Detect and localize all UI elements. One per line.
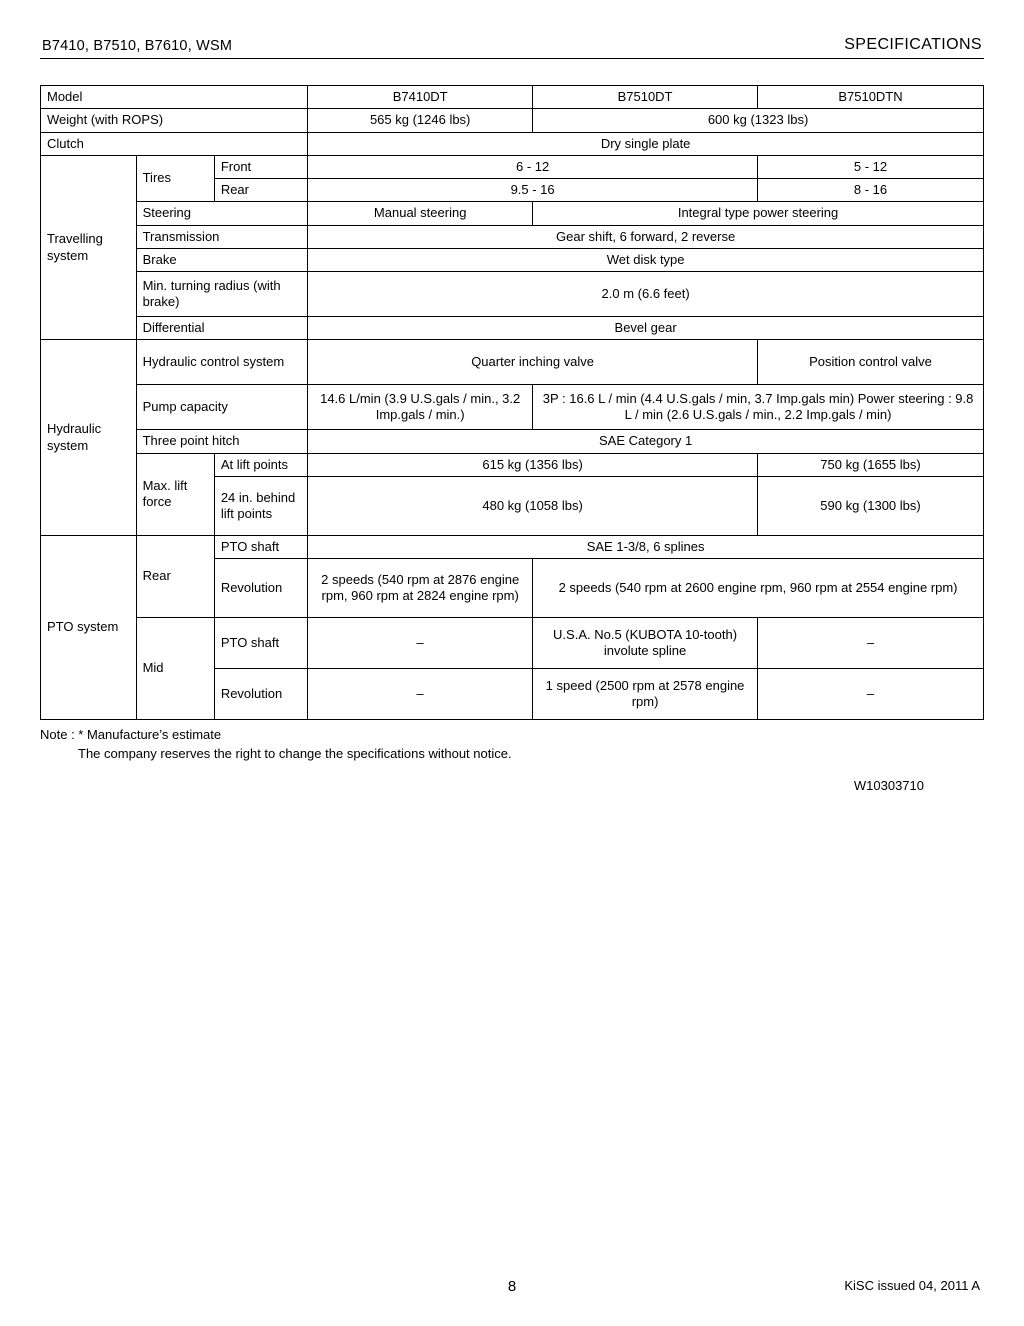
mid-revolution-b7410dt: – — [308, 669, 533, 720]
mid-label: Mid — [136, 618, 214, 720]
behind-lift-points-left: 480 kg (1058 lbs) — [308, 476, 758, 535]
three-point-hitch-value: SAE Category 1 — [308, 430, 984, 453]
rear-label: Rear — [136, 535, 214, 617]
transmission-label: Transmission — [136, 225, 308, 248]
mid-pto-shaft-b7510dt: U.S.A. No.5 (KUBOTA 10-tooth) involute spline — [533, 618, 758, 669]
transmission-value: Gear shift, 6 forward, 2 reverse — [308, 225, 984, 248]
tires-label: Tires — [136, 155, 214, 202]
model-b7410dt: B7410DT — [308, 86, 533, 109]
pump-capacity-label: Pump capacity — [136, 385, 308, 430]
tires-rear-right: 8 - 16 — [757, 179, 983, 202]
tires-front-left: 6 - 12 — [308, 155, 758, 178]
brake-label: Brake — [136, 248, 308, 271]
mid-revolution-b7510dt: 1 speed (2500 rpm at 2578 engine rpm) — [533, 669, 758, 720]
document-code: W10303710 — [853, 777, 924, 793]
rear-pto-shaft-label: PTO shaft — [214, 535, 307, 558]
behind-lift-points-label: 24 in. behind lift points — [214, 476, 307, 535]
at-lift-points-left: 615 kg (1356 lbs) — [308, 453, 758, 476]
at-lift-points-right: 750 kg (1655 lbs) — [757, 453, 983, 476]
steering-label: Steering — [136, 202, 308, 225]
mid-pto-shaft-b7410dt: – — [308, 618, 533, 669]
group-hydraulic-system: Hydraulic system — [41, 340, 137, 536]
clutch-value: Dry single plate — [308, 132, 984, 155]
rear-pto-shaft-value: SAE 1-3/8, 6 splines — [308, 535, 984, 558]
hydraulic-control-left: Quarter inching valve — [308, 340, 758, 385]
table-row-pump-capacity — [41, 385, 984, 430]
page-number: 8 — [507, 1278, 517, 1295]
differential-value: Bevel gear — [308, 317, 984, 340]
header-model-list: B7410, B7510, B7610, WSM — [42, 38, 233, 54]
note-line-2: The company reserves the right to change the specifications without notice. — [78, 745, 512, 761]
rear-revolution-left: 2 speeds (540 rpm at 2876 engine rpm, 960 rpm at 2824 engine rpm) — [308, 559, 533, 618]
table-row-mid-pto-shaft — [41, 618, 984, 669]
table-row-three-point-hitch — [41, 430, 984, 453]
weight-b7410dt: 565 kg (1246 lbs) — [308, 109, 533, 132]
group-travelling-system: Travelling system — [41, 155, 137, 340]
tires-front-label: Front — [214, 155, 307, 178]
weight-b7510: 600 kg (1323 lbs) — [533, 109, 984, 132]
behind-lift-points-right: 590 kg (1300 lbs) — [757, 476, 983, 535]
table-row-at-lift-points — [41, 453, 984, 476]
table-row-rear-pto-shaft — [41, 535, 984, 558]
pump-capacity-right: 3P : 16.6 L / min (4.4 U.S.gals / min, 3.7 Imp.gals min) Power steering : 9.8 L / min (2.6 U.S.gals / min., 2.2 Imp.gals / min) — [533, 385, 984, 430]
steering-right: Integral type power steering — [533, 202, 984, 225]
tires-rear-left: 9.5 - 16 — [308, 179, 758, 202]
header-section-title: SPECIFICATIONS — [844, 36, 982, 53]
page-header — [40, 36, 984, 59]
table-row-clutch — [41, 132, 984, 155]
tires-rear-label: Rear — [214, 179, 307, 202]
hydraulic-control-label: Hydraulic control system — [136, 340, 308, 385]
mid-revolution-b7510dtn: – — [757, 669, 983, 720]
model-b7510dtn: B7510DTN — [757, 86, 983, 109]
specifications-table — [40, 85, 984, 720]
note-line-1: Note : * Manufacture’s estimate — [40, 727, 222, 742]
model-label: Model — [41, 86, 308, 109]
three-point-hitch-label: Three point hitch — [136, 430, 308, 453]
table-row-model — [41, 86, 984, 109]
table-row-transmission — [41, 225, 984, 248]
at-lift-points-label: At lift points — [214, 453, 307, 476]
turning-radius-value: 2.0 m (6.6 feet) — [308, 272, 984, 317]
differential-label: Differential — [136, 317, 308, 340]
table-row-hydraulic-control — [41, 340, 984, 385]
pump-capacity-left: 14.6 L/min (3.9 U.S.gals / min., 3.2 Imp.gals / min.) — [308, 385, 533, 430]
notes-block — [40, 726, 984, 764]
table-row-steering — [41, 202, 984, 225]
table-row-weight — [41, 109, 984, 132]
tires-front-right: 5 - 12 — [757, 155, 983, 178]
table-row-tires-front — [41, 155, 984, 178]
mid-pto-shaft-label: PTO shaft — [214, 618, 307, 669]
table-row-brake — [41, 248, 984, 271]
page-footer — [0, 1278, 1024, 1298]
clutch-label: Clutch — [41, 132, 308, 155]
table-row-turning-radius — [41, 272, 984, 317]
hydraulic-control-right: Position control valve — [757, 340, 983, 385]
mid-pto-shaft-b7510dtn: – — [757, 618, 983, 669]
max-lift-force-label: Max. lift force — [136, 453, 214, 535]
steering-left: Manual steering — [308, 202, 533, 225]
rear-revolution-label: Revolution — [214, 559, 307, 618]
group-pto-system: PTO system — [41, 535, 137, 719]
rear-revolution-right: 2 speeds (540 rpm at 2600 engine rpm, 960 rpm at 2554 engine rpm) — [533, 559, 984, 618]
brake-value: Wet disk type — [308, 248, 984, 271]
mid-revolution-label: Revolution — [214, 669, 307, 720]
table-row-differential — [41, 317, 984, 340]
footer-issue: KiSC issued 04, 2011 A — [844, 1278, 980, 1293]
weight-label: Weight (with ROPS) — [41, 109, 308, 132]
model-b7510dt: B7510DT — [533, 86, 758, 109]
turning-radius-label: Min. turning radius (with brake) — [136, 272, 308, 317]
